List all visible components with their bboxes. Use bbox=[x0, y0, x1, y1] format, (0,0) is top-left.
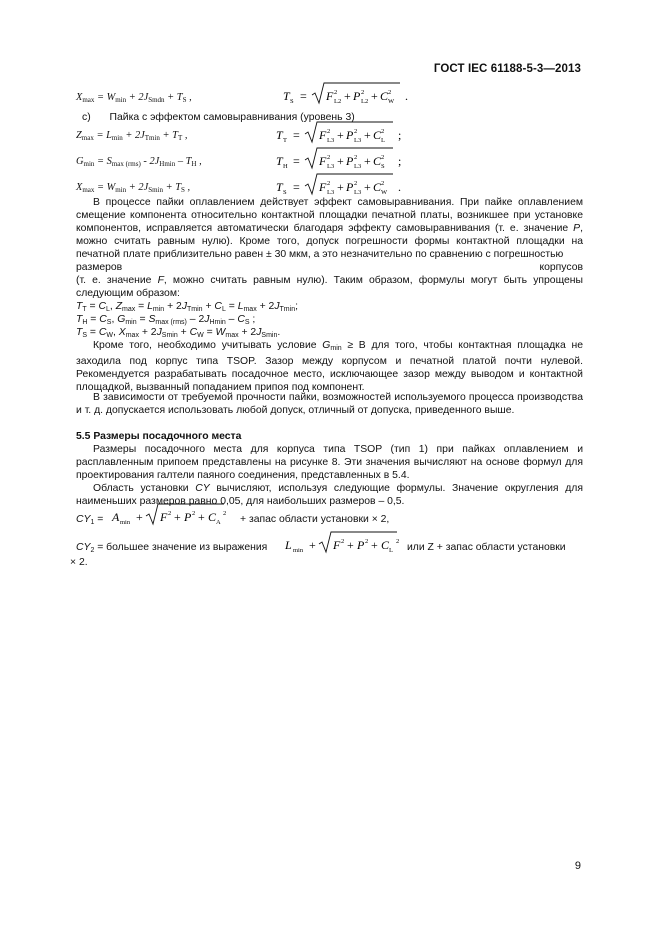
svg-text:min: min bbox=[293, 547, 304, 554]
svg-text:+: + bbox=[337, 128, 344, 142]
eq-gmin: $G_{min} = S_{max (rms)} - 2J_{Hmin} - T_H$ , bbox=[76, 156, 202, 168]
svg-text:C: C bbox=[208, 510, 217, 524]
svg-text:2: 2 bbox=[327, 180, 331, 187]
page-number: 9 bbox=[574, 860, 581, 872]
svg-text:2: 2 bbox=[381, 128, 385, 135]
svg-text:L3: L3 bbox=[354, 189, 362, 196]
paragraph-land-pattern: Размеры посадочного места для корпуса типа TSOP (тип 1) при пайках оплавлением и расплавленным припоем представлены на рисунке 8. Эти значения вычисляют на основе формул для проектирования галтели паяного соединения, представленных в 5.4. bbox=[76, 444, 583, 482]
svg-text:min: min bbox=[120, 519, 131, 526]
svg-text:2: 2 bbox=[192, 510, 196, 517]
svg-text:F: F bbox=[326, 89, 334, 103]
svg-text:C: C bbox=[373, 154, 382, 168]
svg-text:+: + bbox=[198, 510, 205, 524]
svg-text:2: 2 bbox=[334, 89, 338, 96]
svg-text:+: + bbox=[371, 538, 378, 552]
simplified-formula-th: $T_H = C_S$, $G_{min} = S_{max (rms)} - 2J_{Hmin} - C_S$ ; bbox=[76, 314, 256, 326]
svg-text:+: + bbox=[364, 154, 371, 168]
eq-th-sqrt bbox=[276, 144, 406, 172]
svg-text:+: + bbox=[371, 89, 378, 103]
svg-text:P: P bbox=[357, 538, 365, 552]
svg-text:F: F bbox=[319, 180, 327, 194]
svg-text:L3: L3 bbox=[327, 137, 335, 144]
paragraph-self-alignment: В процессе пайки оплавлением действует эффект самовыравнивания. При пайке оплавлением смещение компонента относительно контактной площадки печатной платы, возникшее при установке компонентов, исправляется автоматически благодаря эффекту самовыравнивания (т. е. значение P, можно считать равным нулю). Кроме того, допуск погрешности формы контактной площадки на печатной плате приблизительно равен ± 30 мкм, а это незначительно по сравнению с погрешностью bbox=[76, 197, 583, 261]
svg-text:F: F bbox=[333, 538, 341, 552]
svg-text:C: C bbox=[380, 89, 389, 103]
svg-text:=: = bbox=[293, 180, 300, 194]
svg-text:.: . bbox=[405, 89, 408, 103]
eq-ts-sqrt bbox=[276, 170, 406, 198]
svg-text:P: P bbox=[353, 89, 361, 103]
simplified-formula-tt: $T_T = C_L$, $Z_{max} = L_{min} + 2J_{Tmin} + C_L = L_{max} + 2J_{Tmin}$; bbox=[76, 301, 298, 313]
document-header: ГОСТ IEC 61188-5-3—2013 bbox=[433, 63, 581, 75]
paragraph-tolerance: В зависимости от требуемой прочности пайки, возможностей используемого процесса производства и т. д. допускается использовать любой допуск, отличный от допуска, приведенного выше. bbox=[76, 392, 583, 417]
svg-text:W: W bbox=[381, 189, 388, 196]
eq-ts-l2-sqrt bbox=[283, 79, 413, 107]
svg-text:2: 2 bbox=[341, 538, 345, 545]
svg-text:S: S bbox=[290, 98, 294, 105]
paragraph-self-alignment-split: размеров корпусов bbox=[76, 262, 583, 273]
svg-text:L3: L3 bbox=[354, 137, 362, 144]
paragraph-gmin-condition: Кроме того, необходимо учитывать условие $G_{min} \ge B$ для того, чтобы контактная площадка не заходила под корпус типа TSOP. Зазор между корпусом и печатной платой почти нулевой. Рекомендуется разрабатывать посадочное место, исключающее зазор между выводом и контактной площадкой, вызванный попаданием припоя под компонент. bbox=[76, 340, 583, 394]
svg-text:L: L bbox=[389, 547, 393, 554]
svg-text:C: C bbox=[381, 538, 390, 552]
svg-text:+: + bbox=[136, 510, 143, 524]
simplified-formula-ts: $T_S = C_W$, $X_{max} + 2J_{Smin} + C_W = W_{max} + 2J_{Smin}$. bbox=[76, 327, 281, 339]
eq-cy1-label: $CY_1$ = bbox=[76, 514, 104, 526]
eq-cy2-tail: или Z + запас области установки bbox=[407, 542, 566, 553]
svg-text:=: = bbox=[293, 128, 300, 142]
svg-text:2: 2 bbox=[327, 128, 331, 135]
svg-text:P: P bbox=[346, 128, 354, 142]
svg-text:C: C bbox=[373, 180, 382, 194]
svg-text:+: + bbox=[347, 538, 354, 552]
svg-text:T: T bbox=[276, 180, 283, 194]
svg-text:P: P bbox=[346, 180, 354, 194]
svg-text:F: F bbox=[319, 128, 327, 142]
svg-text:2: 2 bbox=[354, 180, 358, 187]
svg-text:+: + bbox=[337, 180, 344, 194]
svg-text:2: 2 bbox=[168, 510, 172, 517]
svg-text:+: + bbox=[344, 89, 351, 103]
eq-tt-sqrt bbox=[276, 118, 406, 146]
eq-zmax: $Z_{max} = L_{min} + 2J_{Tmin} + T_T$ , bbox=[76, 130, 188, 142]
svg-text:T: T bbox=[276, 128, 283, 142]
paragraph-courtyard: Область установки CY вычисляют, используя следующие формулы. Значение округления для наименьших размеров равно 0,05, для наибольших размеров – 0,5. bbox=[76, 483, 583, 508]
list-item-c: c) Пайка с эффектом самовыравнивания (уровень 3) bbox=[82, 112, 355, 123]
svg-text:T: T bbox=[283, 137, 287, 144]
svg-text:P: P bbox=[346, 154, 354, 168]
svg-text:+: + bbox=[337, 154, 344, 168]
svg-text:2: 2 bbox=[327, 154, 331, 161]
eq-xmax-melt: $X_{max} = W_{min} + 2J_{Smdn} + T_S$ , bbox=[76, 92, 192, 104]
svg-text:C: C bbox=[373, 128, 382, 142]
eq-cy1-sqrt bbox=[112, 500, 242, 528]
svg-text:+: + bbox=[364, 180, 371, 194]
svg-text:+: + bbox=[309, 538, 316, 552]
eq-cy1-tail: + запас области установки × 2, bbox=[240, 514, 390, 525]
svg-text:T: T bbox=[283, 89, 290, 103]
eq-cy2-label: $CY_2$ = большее значение из выражения bbox=[76, 542, 268, 554]
svg-text:+: + bbox=[364, 128, 371, 142]
eq-xmax: $X_{max} = W_{min} + 2J_{Smin} + T_S$ , bbox=[76, 182, 191, 194]
paragraph-self-alignment-end: (т. е. значение F, можно считать равным нулю). Таким образом, формулы могут быть упрощены следующим образом: bbox=[76, 275, 583, 300]
svg-text:A: A bbox=[216, 519, 221, 526]
svg-text:2: 2 bbox=[396, 538, 400, 545]
svg-text:L3: L3 bbox=[327, 189, 335, 196]
svg-text:L3: L3 bbox=[354, 163, 362, 170]
svg-text:2: 2 bbox=[354, 154, 358, 161]
section-title-5-5: 5.5 Размеры посадочного места bbox=[76, 431, 242, 442]
svg-text:S: S bbox=[381, 163, 385, 170]
svg-text:;: ; bbox=[398, 154, 402, 168]
svg-text:A: A bbox=[112, 510, 120, 524]
svg-text:T: T bbox=[276, 154, 283, 168]
svg-text:H: H bbox=[283, 163, 288, 170]
svg-text:F: F bbox=[160, 510, 168, 524]
svg-text:2: 2 bbox=[365, 538, 369, 545]
svg-text:2: 2 bbox=[361, 89, 365, 96]
svg-text:2: 2 bbox=[223, 510, 227, 517]
svg-text:S: S bbox=[283, 189, 287, 196]
svg-text:L3: L3 bbox=[327, 163, 335, 170]
svg-text:L: L bbox=[381, 137, 385, 144]
eq-cy2-wrap: × 2. bbox=[70, 557, 88, 568]
svg-text:L: L bbox=[285, 538, 292, 552]
svg-text:;: ; bbox=[398, 128, 402, 142]
svg-text:=: = bbox=[293, 154, 300, 168]
svg-text:F: F bbox=[319, 154, 327, 168]
svg-text:+: + bbox=[174, 510, 181, 524]
svg-text:2: 2 bbox=[354, 128, 358, 135]
svg-text:.: . bbox=[398, 180, 401, 194]
svg-text:P: P bbox=[184, 510, 192, 524]
svg-text:2: 2 bbox=[388, 89, 392, 96]
svg-text:2: 2 bbox=[381, 154, 385, 161]
svg-text:L2: L2 bbox=[361, 98, 369, 105]
svg-text:2: 2 bbox=[381, 180, 385, 187]
svg-text:W: W bbox=[388, 98, 395, 105]
eq-cy2-sqrt bbox=[285, 528, 415, 556]
svg-text:=: = bbox=[300, 89, 307, 103]
svg-text:L2: L2 bbox=[334, 98, 342, 105]
